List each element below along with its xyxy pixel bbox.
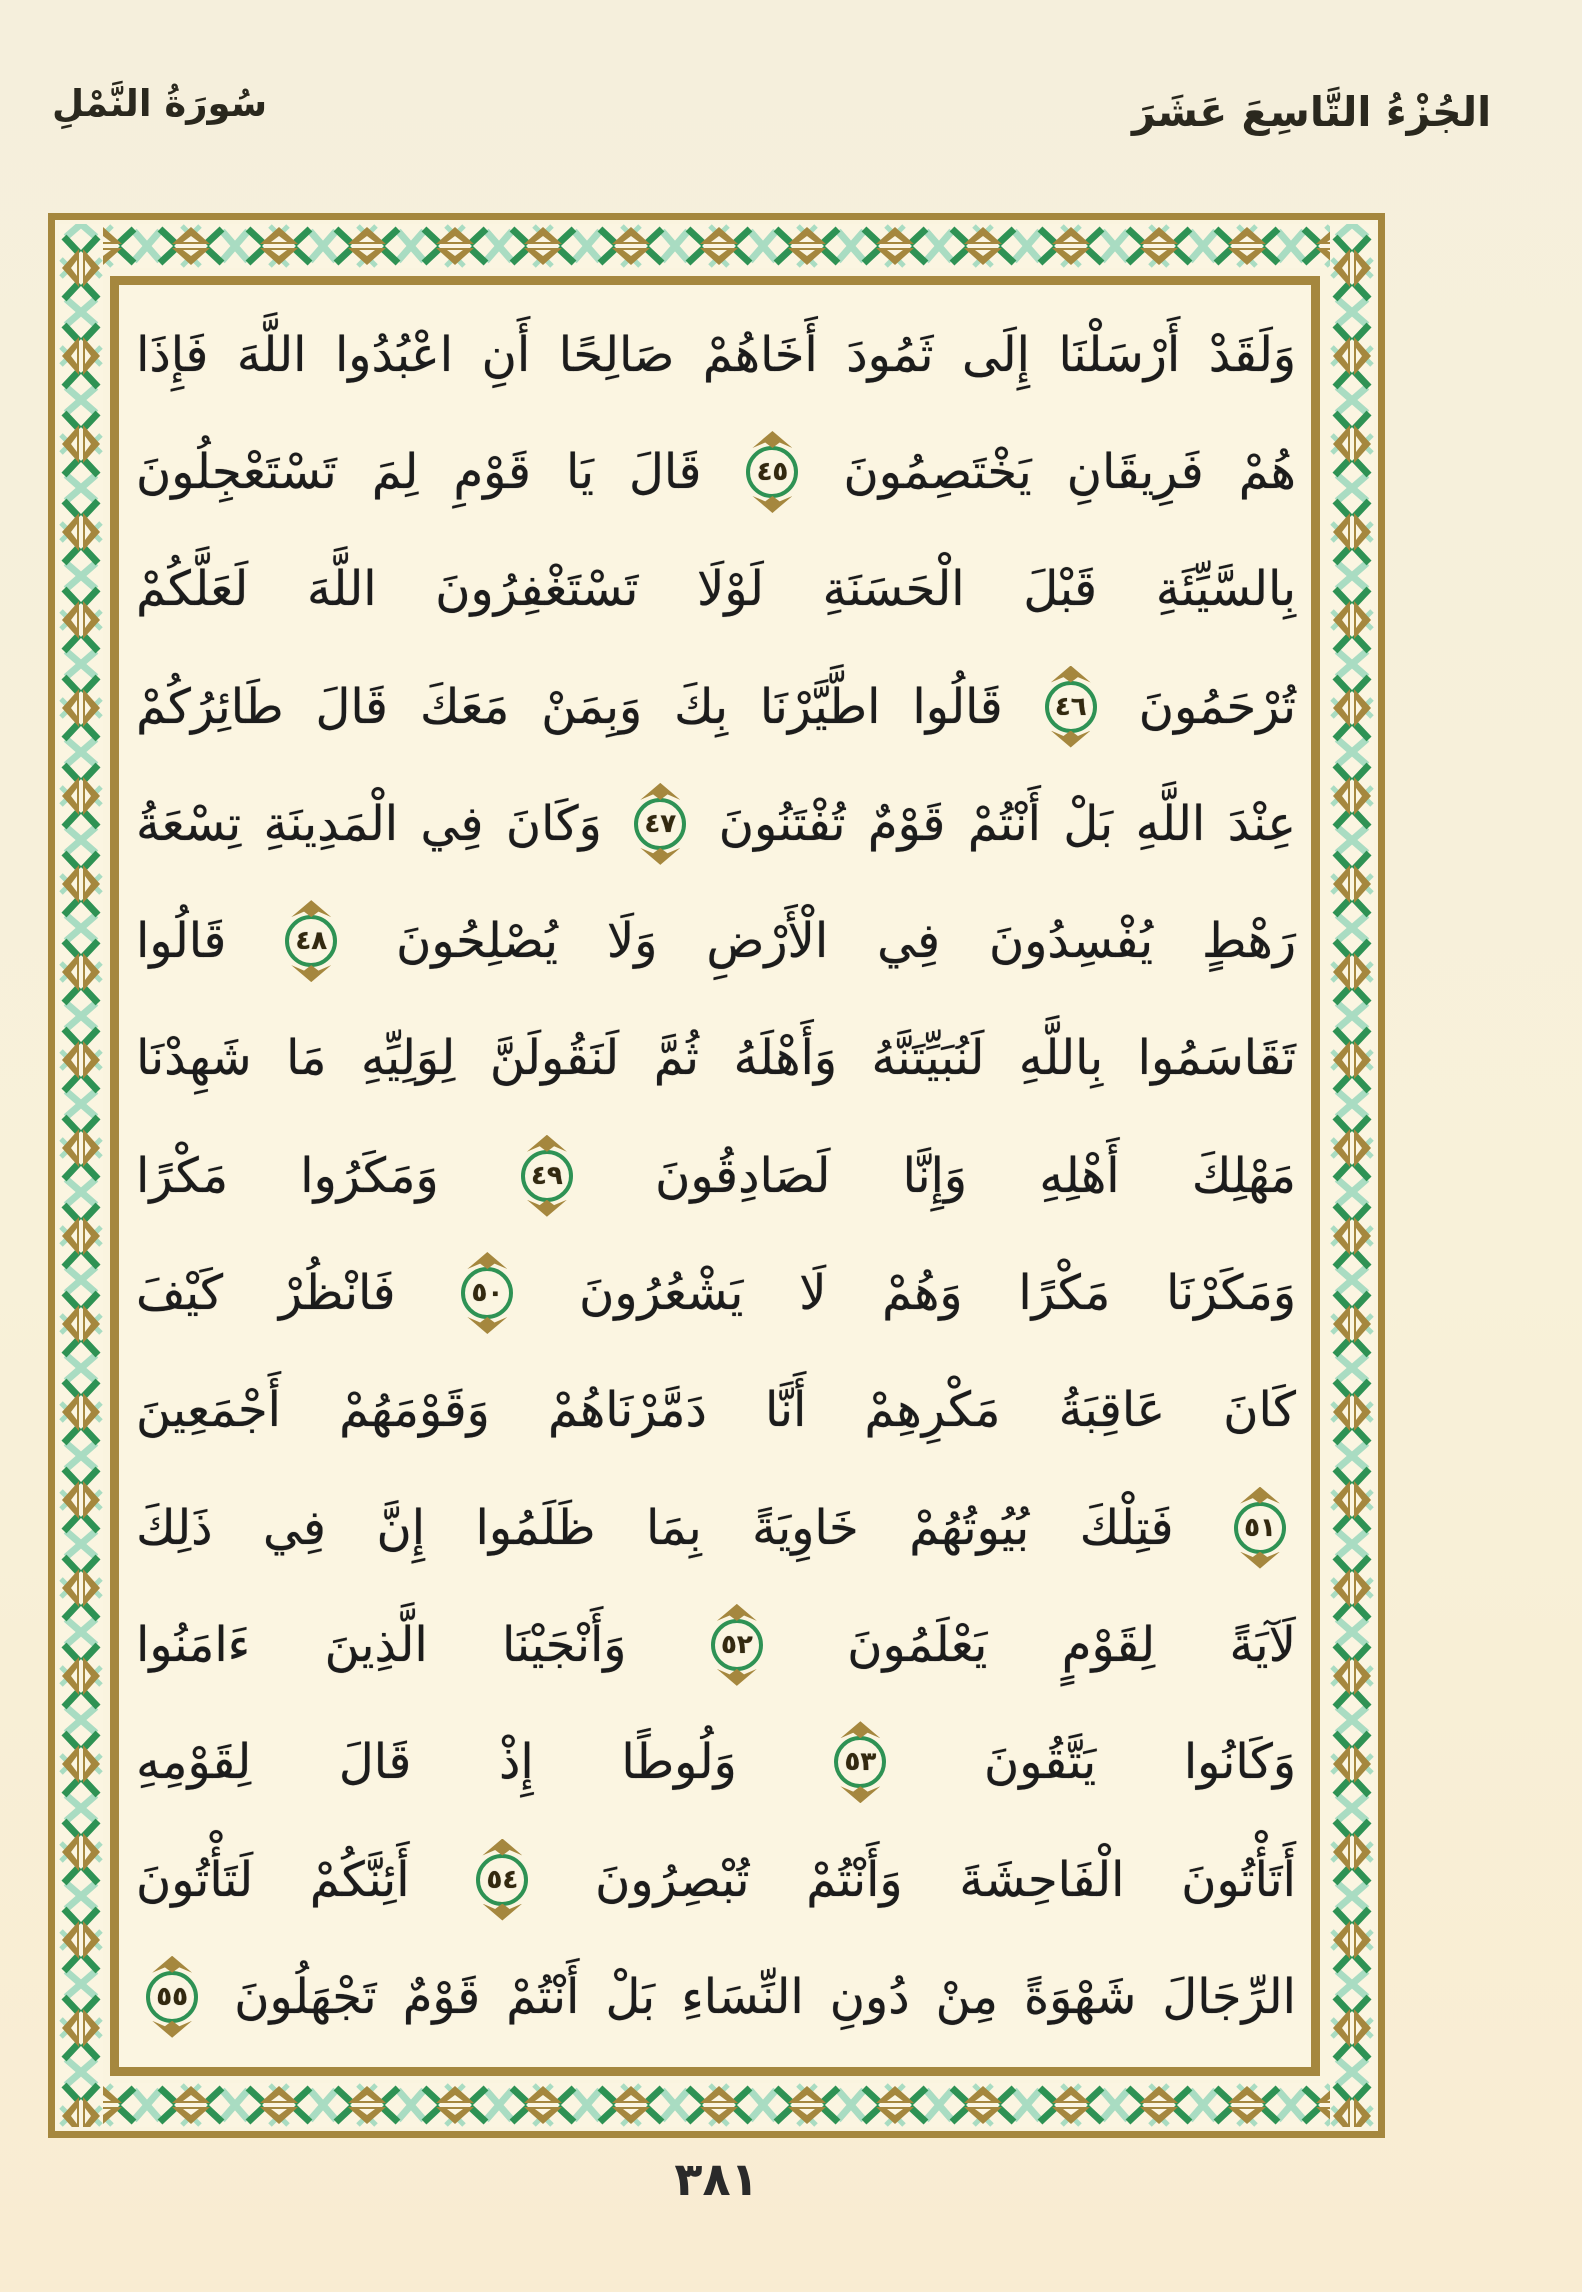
quran-word: تُبْصِرُونَ — [595, 1851, 750, 1908]
ayah-number: ٥٤ — [486, 1864, 519, 1895]
quran-word: مَا — [286, 1030, 327, 1087]
quran-word: شَهِدْنَا — [136, 1030, 252, 1087]
quran-line — [136, 1117, 1296, 1234]
ayah-end-marker-icon — [476, 1854, 528, 1906]
quran-word: يَعْلَمُونَ — [847, 1616, 988, 1673]
quran-line — [136, 1352, 1296, 1469]
quran-word: ثُمَّ — [653, 1030, 700, 1087]
quran-word: فَانْظُرْ — [278, 1265, 396, 1322]
ayah-number: ٥١ — [1244, 1512, 1276, 1543]
quran-word: مَكْرًا — [1018, 1265, 1111, 1322]
quran-word: أَخَاهُمْ — [702, 326, 818, 383]
quran-word: رَهْطٍ — [1201, 913, 1296, 970]
ayah-number: ٤٧ — [644, 808, 677, 839]
ayah-number: ٤٨ — [295, 926, 328, 957]
quran-word: دَمَّرْنَاهُمْ — [548, 1382, 707, 1439]
ayah-number: ٥٠ — [471, 1278, 504, 1309]
quran-word: قَوْمِ — [453, 443, 531, 500]
quran-word: مِنْ — [935, 1968, 998, 2025]
quran-word: أَرْسَلْنَا — [1058, 326, 1181, 383]
quran-word: بَلْ — [1063, 795, 1114, 852]
quran-word: يَخْتَصِمُونَ — [843, 443, 1032, 500]
quran-line — [136, 413, 1296, 530]
surah-name-header: سُورَةُ النَّمْلِ — [52, 82, 268, 125]
quran-word: قَبْلَ — [1023, 561, 1098, 618]
quran-line — [136, 1234, 1296, 1351]
quran-word: قَالُوا — [136, 913, 227, 970]
quran-word: لَصَادِقُونَ — [655, 1147, 831, 1204]
quran-word: تَسْتَغْفِرُونَ — [435, 561, 639, 618]
quran-word: بِكَ — [674, 678, 728, 735]
quran-word: وَقَوْمَهُمْ — [339, 1382, 490, 1439]
quran-word: لَنَقُولَنَّ — [489, 1030, 620, 1087]
quran-word: وَأَنْجَيْنَا — [502, 1616, 627, 1673]
quran-word: ثَمُودَ — [846, 326, 934, 383]
quran-line — [136, 882, 1296, 999]
quran-word: مَكْرِهِمْ — [864, 1382, 1001, 1439]
ayah-number: ٥٢ — [720, 1629, 753, 1660]
quran-word: تَسْتَعْجِلُونَ — [136, 443, 337, 500]
quran-text-block — [136, 296, 1296, 2055]
border-pattern-top — [59, 224, 1374, 268]
quran-word: وَمَكَرْنَا — [1166, 1265, 1296, 1322]
quran-word: أَنَّا — [765, 1382, 807, 1439]
quran-word: وَلَقَدْ — [1208, 326, 1296, 383]
quran-word: تَقَاسَمُوا — [1137, 1030, 1296, 1087]
quran-word: وَكَانُوا — [1183, 1734, 1296, 1791]
quran-word: الْأَرْضِ — [706, 913, 829, 970]
quran-line — [136, 765, 1296, 882]
quran-word: لَا — [799, 1265, 827, 1322]
ayah-number: ٥٥ — [156, 1981, 188, 2012]
quran-word: أَهْلِهِ — [1039, 1147, 1120, 1204]
quran-word: وَإِنَّا — [902, 1147, 968, 1204]
border-pattern-right — [1330, 224, 1374, 2127]
quran-word: هُمْ — [1238, 443, 1296, 500]
quran-word: مَكْرًا — [136, 1147, 229, 1204]
ayah-end-marker-icon — [746, 446, 798, 498]
border-pattern-left — [59, 224, 103, 2127]
quran-word: فَإِذَا — [136, 326, 209, 383]
ayah-end-marker-icon — [1045, 681, 1097, 733]
quran-word: يَتَّقُونَ — [984, 1734, 1097, 1791]
quran-word: تُرْحَمُونَ — [1138, 678, 1296, 735]
quran-word: اللَّهَ — [306, 561, 377, 618]
quran-word: لِوَلِيِّهِ — [361, 1030, 456, 1087]
quran-word: شَهْوَةً — [1024, 1968, 1137, 2025]
quran-word: الرِّجَالَ — [1162, 1968, 1296, 2025]
quran-word: وَهُمْ — [882, 1265, 963, 1322]
ayah-end-marker-icon — [521, 1150, 573, 1202]
quran-word: ءَامَنُوا — [136, 1616, 251, 1673]
quran-line — [136, 1704, 1296, 1821]
quran-word: لِمَ — [371, 443, 419, 500]
quran-word: النِّسَاءِ — [681, 1968, 804, 2025]
quran-word: وَلَا — [606, 913, 658, 970]
quran-word: يَشْعُرُونَ — [579, 1265, 744, 1322]
quran-word: الْحَسَنَةِ — [822, 561, 965, 618]
quran-word: أَنِ — [481, 326, 531, 383]
quran-word: لَتَأْتُونَ — [136, 1851, 254, 1908]
quran-word: تَجْهَلُونَ — [234, 1968, 377, 2025]
quran-word: يَا — [565, 443, 594, 500]
quran-word: لَنُبَيِّتَنَّهُ — [871, 1030, 985, 1087]
quran-word: عَاقِبَةُ — [1058, 1382, 1166, 1439]
quran-word: ظَلَمُوا — [475, 1499, 596, 1556]
ayah-end-marker-icon — [1234, 1502, 1286, 1554]
quran-word: اللَّهِ — [1135, 795, 1206, 852]
quran-word: أَنْتُمْ — [967, 795, 1041, 852]
quran-word: اطَّيَّرْنَا — [759, 678, 881, 735]
quran-word: أَجْمَعِينَ — [136, 1382, 281, 1439]
quran-word: لَآيَةً — [1229, 1616, 1296, 1673]
quran-word: قَالَ — [315, 678, 388, 735]
border-pattern-bottom — [59, 2083, 1374, 2127]
quran-word: أَئِنَّكُمْ — [309, 1851, 410, 1908]
quran-word: ذَلِكَ — [136, 1499, 213, 1556]
quran-word: الْمَدِينَةِ — [263, 795, 399, 852]
quran-line — [136, 1469, 1296, 1586]
quran-word: أَنْتُمْ — [506, 1968, 580, 2025]
quran-word: يُصْلِحُونَ — [396, 913, 559, 970]
quran-word: طَائِرُكُمْ — [136, 678, 284, 735]
page-number: ٣٨١ — [674, 2152, 759, 2206]
quran-word: عِنْدَ — [1227, 795, 1296, 852]
quran-word: اعْبُدُوا — [334, 326, 454, 383]
quran-word: وَمَكَرُوا — [300, 1147, 439, 1204]
quran-word: قَوْمٌ — [402, 1968, 481, 2025]
quran-word: قَالُوا — [912, 678, 1003, 735]
quran-word: إِنَّ — [376, 1499, 426, 1556]
quran-word: تِسْعَةُ — [136, 795, 242, 852]
ayah-number: ٤٥ — [756, 456, 789, 487]
quran-word: إِذْ — [498, 1734, 534, 1791]
quran-line — [136, 648, 1296, 765]
quran-word: وَأَنْتُمْ — [806, 1851, 903, 1908]
quran-line — [136, 531, 1296, 648]
quran-word: بِالسَّيِّئَةِ — [1155, 561, 1296, 618]
quran-word: كَيْفَ — [136, 1265, 224, 1322]
juz-header: الجُزْءُ التَّاسِعَ عَشَرَ — [1132, 88, 1492, 136]
quran-word: تُفْتَنُونَ — [718, 795, 846, 852]
quran-word: قَالَ — [628, 443, 702, 500]
ayah-number: ٤٩ — [531, 1160, 563, 1191]
quran-word: قَوْمٌ — [867, 795, 946, 852]
quran-word: يُفْسِدُونَ — [988, 913, 1154, 970]
ayah-number: ٥٣ — [844, 1747, 877, 1778]
ayah-end-marker-icon — [711, 1619, 763, 1671]
quran-line — [136, 1586, 1296, 1703]
quran-word: صَالِحًا — [558, 326, 675, 383]
quran-word: بِاللَّهِ — [1018, 1030, 1104, 1087]
quran-line — [136, 1821, 1296, 1938]
ayah-end-marker-icon — [146, 1971, 198, 2023]
quran-word: بُيُوتُهُمْ — [909, 1499, 1030, 1556]
ayah-number: ٤٦ — [1054, 691, 1087, 722]
quran-word: فَتِلْكَ — [1079, 1499, 1174, 1556]
quran-word: مَهْلِكَ — [1191, 1147, 1296, 1204]
quran-word: فِي — [420, 795, 484, 852]
quran-word: قَالَ — [338, 1734, 412, 1791]
quran-word: الَّذِينَ — [324, 1616, 428, 1673]
quran-word: بِمَا — [645, 1499, 702, 1556]
quran-word: وَلُوطًا — [621, 1734, 737, 1791]
quran-word: فِي — [877, 913, 941, 970]
quran-line — [136, 296, 1296, 413]
quran-word: فَرِيقَانِ — [1066, 443, 1204, 500]
quran-word: إِلَى — [962, 326, 1030, 383]
quran-word: لَوْلَا — [697, 561, 764, 618]
quran-word: كَانَ — [1223, 1382, 1296, 1439]
quran-word: لَعَلَّكُمْ — [136, 561, 249, 618]
quran-line — [136, 1938, 1296, 2055]
quran-word: الْفَاحِشَةَ — [959, 1851, 1125, 1908]
quran-word: وَبِمَنْ — [541, 678, 643, 735]
quran-word: وَكَانَ — [505, 795, 602, 852]
ayah-end-marker-icon — [461, 1267, 513, 1319]
quran-word: دُونِ — [829, 1968, 910, 2025]
quran-word: خَاوِيَةً — [752, 1499, 859, 1556]
quran-word: لِقَوْمِهِ — [136, 1734, 252, 1791]
quran-word: لِقَوْمٍ — [1061, 1616, 1156, 1673]
ayah-end-marker-icon — [634, 798, 686, 850]
quran-line — [136, 1000, 1296, 1117]
quran-word: اللَّهَ — [236, 326, 307, 383]
ayah-end-marker-icon — [834, 1736, 886, 1788]
quran-word: أَتَأْتُونَ — [1181, 1851, 1296, 1908]
quran-word: بَلْ — [605, 1968, 656, 2025]
quran-word: فِي — [263, 1499, 326, 1556]
quran-word: وَأَهْلَهُ — [733, 1030, 838, 1087]
quran-word: مَعَكَ — [419, 678, 510, 735]
ayah-end-marker-icon — [285, 915, 337, 967]
